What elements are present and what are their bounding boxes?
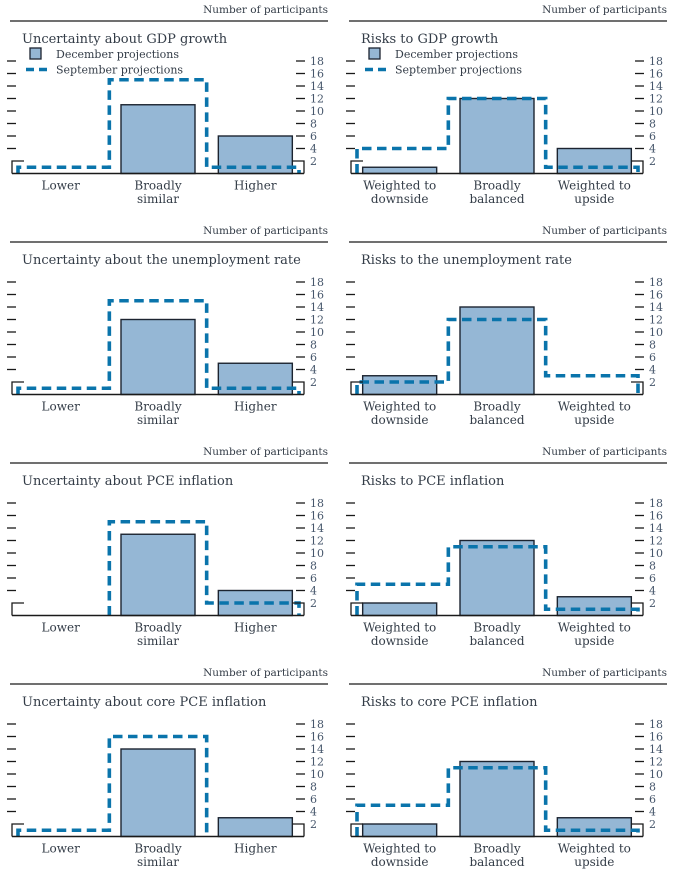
y-tick-label: 12 — [649, 534, 663, 548]
y-tick-label: 2 — [649, 155, 656, 168]
bar-broadly-similar — [121, 749, 195, 837]
y-tick-label: 8 — [649, 780, 656, 794]
category-label: Higher — [234, 841, 277, 856]
y-tick-label: 18 — [649, 497, 663, 510]
category-label: Lower — [41, 841, 80, 856]
y-tick-label: 18 — [310, 497, 324, 510]
y-tick-label: 10 — [649, 105, 663, 118]
category-label: balanced — [469, 413, 525, 427]
y-tick-label: 12 — [310, 755, 324, 769]
y-tick-label: 8 — [649, 338, 656, 352]
y-tick-label: 6 — [649, 351, 656, 364]
chart-panel-uncertainty-about-pce-inflation — [0, 442, 339, 662]
y-tick-label: 8 — [310, 780, 317, 794]
category-label: balanced — [469, 192, 525, 206]
y-tick-label: 4 — [649, 584, 656, 598]
y-tick-label: 8 — [310, 559, 317, 573]
category-label: Broadly — [134, 841, 182, 856]
category-label: balanced — [469, 855, 525, 869]
y-tick-label: 2 — [310, 597, 317, 610]
chart-title: Risks to GDP growth — [361, 32, 499, 47]
category-label: Broadly — [473, 841, 521, 856]
y-tick-label: 10 — [310, 547, 324, 560]
category-label: balanced — [469, 634, 525, 648]
participants-axis-label: Number of participants — [203, 667, 328, 679]
y-tick-label: 16 — [310, 730, 324, 744]
bar-weighted-to-upside — [557, 597, 631, 616]
participants-axis-label: Number of participants — [542, 667, 667, 679]
y-tick-label: 2 — [649, 597, 656, 610]
participants-axis-label: Number of participants — [542, 225, 667, 237]
chart-title: Uncertainty about core PCE inflation — [22, 695, 267, 710]
participants-axis-label: Number of participants — [203, 446, 328, 458]
y-tick-label: 18 — [649, 718, 663, 731]
y-tick-label: 4 — [310, 805, 317, 819]
y-tick-label: 12 — [310, 313, 324, 327]
y-tick-label: 6 — [310, 572, 317, 585]
y-tick-label: 8 — [310, 338, 317, 352]
y-tick-label: 12 — [649, 313, 663, 327]
chart-panel-uncertainty-about-gdp-growth — [0, 0, 339, 220]
chart-panel-risks-to-core-pce-inflation — [339, 663, 678, 883]
y-tick-label: 2 — [649, 818, 656, 831]
category-label: downside — [370, 855, 429, 869]
participants-axis-label: Number of participants — [203, 225, 328, 237]
y-tick-label: 2 — [310, 155, 317, 168]
category-label: Weighted to — [557, 841, 631, 856]
y-tick-label: 16 — [310, 67, 324, 81]
y-tick-label: 10 — [310, 326, 324, 339]
y-tick-label: 8 — [649, 117, 656, 131]
y-tick-label: 12 — [649, 92, 663, 106]
y-tick-label: 16 — [649, 67, 663, 81]
legend-december-swatch — [369, 48, 380, 59]
y-tick-label: 4 — [649, 805, 656, 819]
legend-september-label: September projections — [56, 63, 184, 77]
y-tick-label: 16 — [649, 509, 663, 523]
category-label: similar — [137, 413, 179, 427]
category-label: Lower — [41, 399, 80, 414]
bar-weighted-to-downside — [363, 824, 437, 837]
y-tick-label: 16 — [649, 288, 663, 302]
category-label: Weighted to — [363, 178, 437, 193]
category-label: upside — [574, 413, 615, 427]
y-tick-label: 4 — [649, 142, 656, 156]
y-tick-label: 4 — [310, 584, 317, 598]
y-tick-label: 16 — [649, 730, 663, 744]
bar-broadly-similar — [121, 534, 195, 615]
chart-panel-risks-to-gdp-growth — [339, 0, 678, 220]
category-label: Higher — [234, 620, 277, 635]
category-label: Broadly — [134, 620, 182, 635]
bar-higher — [218, 818, 292, 837]
y-tick-label: 6 — [310, 351, 317, 364]
category-label: upside — [574, 192, 615, 206]
participants-axis-label: Number of participants — [542, 4, 667, 16]
chart-panel-uncertainty-about-the-unemployment-rate — [0, 221, 339, 441]
category-label: downside — [370, 634, 429, 648]
y-tick-label: 6 — [649, 572, 656, 585]
y-tick-label: 8 — [310, 117, 317, 131]
y-tick-label: 16 — [310, 509, 324, 523]
y-tick-label: 4 — [649, 363, 656, 377]
y-tick-label: 6 — [649, 130, 656, 143]
category-label: Lower — [41, 178, 80, 193]
y-tick-label: 2 — [649, 376, 656, 389]
y-tick-label: 4 — [310, 142, 317, 156]
y-tick-label: 14 — [310, 80, 324, 93]
y-tick-label: 6 — [310, 130, 317, 143]
legend-september-label: September projections — [395, 63, 523, 77]
bar-weighted-to-upside — [557, 149, 631, 174]
category-label: Weighted to — [557, 178, 631, 193]
left-axis-bracket — [12, 603, 24, 616]
category-label: Lower — [41, 620, 80, 635]
category-label: Higher — [234, 178, 277, 193]
y-tick-label: 6 — [649, 793, 656, 806]
chart-panel-risks-to-the-unemployment-rate — [339, 221, 678, 441]
bar-weighted-to-upside — [557, 818, 631, 837]
y-tick-label: 4 — [310, 363, 317, 377]
category-label: downside — [370, 413, 429, 427]
category-label: Weighted to — [363, 841, 437, 856]
bar-weighted-to-downside — [363, 603, 437, 616]
category-label: upside — [574, 634, 615, 648]
legend-december-swatch — [30, 48, 41, 59]
bar-weighted-to-downside — [363, 167, 437, 173]
y-tick-label: 18 — [649, 276, 663, 289]
participants-axis-label: Number of participants — [203, 4, 328, 16]
y-tick-label: 18 — [310, 55, 324, 68]
chart-title: Uncertainty about PCE inflation — [22, 474, 234, 489]
y-tick-label: 6 — [310, 793, 317, 806]
y-tick-label: 2 — [310, 818, 317, 831]
y-tick-label: 18 — [649, 55, 663, 68]
category-label: similar — [137, 634, 179, 648]
category-label: Weighted to — [363, 620, 437, 635]
category-label: Broadly — [473, 399, 521, 414]
y-tick-label: 10 — [310, 105, 324, 118]
y-tick-label: 12 — [310, 534, 324, 548]
category-label: Higher — [234, 399, 277, 414]
bar-weighted-to-downside — [363, 376, 437, 395]
chart-title: Risks to core PCE inflation — [361, 695, 538, 710]
legend-december-label: December projections — [56, 48, 180, 61]
y-tick-label: 14 — [310, 522, 324, 535]
y-tick-label: 8 — [649, 559, 656, 573]
legend-december-label: December projections — [395, 48, 519, 61]
chart-panel-risks-to-pce-inflation — [339, 442, 678, 662]
y-tick-label: 14 — [649, 80, 663, 93]
bar-broadly-balanced — [460, 541, 534, 616]
category-label: upside — [574, 855, 615, 869]
y-tick-label: 18 — [310, 276, 324, 289]
y-tick-label: 16 — [310, 288, 324, 302]
bar-broadly-similar — [121, 320, 195, 395]
y-tick-label: 12 — [310, 92, 324, 106]
y-tick-label: 10 — [649, 326, 663, 339]
chart-title: Uncertainty about the unemployment rate — [22, 253, 301, 268]
category-label: Weighted to — [557, 620, 631, 635]
category-label: Broadly — [134, 399, 182, 414]
bar-broadly-balanced — [460, 99, 534, 174]
y-tick-label: 2 — [310, 376, 317, 389]
category-label: Weighted to — [557, 399, 631, 414]
y-tick-label: 14 — [649, 522, 663, 535]
category-label: Weighted to — [363, 399, 437, 414]
y-tick-label: 10 — [649, 547, 663, 560]
y-tick-label: 14 — [649, 301, 663, 314]
category-label: Broadly — [473, 620, 521, 635]
y-tick-label: 10 — [310, 768, 324, 781]
category-label: downside — [370, 192, 429, 206]
chart-title: Risks to PCE inflation — [361, 474, 505, 489]
y-tick-label: 14 — [649, 743, 663, 756]
chart-title: Uncertainty about GDP growth — [22, 32, 228, 47]
bar-broadly-similar — [121, 105, 195, 174]
chart-title: Risks to the unemployment rate — [361, 253, 572, 268]
y-tick-label: 12 — [649, 755, 663, 769]
y-tick-label: 10 — [649, 768, 663, 781]
y-tick-label: 14 — [310, 301, 324, 314]
chart-panel-uncertainty-about-core-pce-inflation — [0, 663, 339, 883]
y-tick-label: 18 — [310, 718, 324, 731]
category-label: Broadly — [134, 178, 182, 193]
category-label: similar — [137, 855, 179, 869]
category-label: Broadly — [473, 178, 521, 193]
participants-axis-label: Number of participants — [542, 446, 667, 458]
y-tick-label: 14 — [310, 743, 324, 756]
bar-broadly-balanced — [460, 762, 534, 837]
category-label: similar — [137, 192, 179, 206]
right-axis-bracket — [292, 824, 304, 837]
